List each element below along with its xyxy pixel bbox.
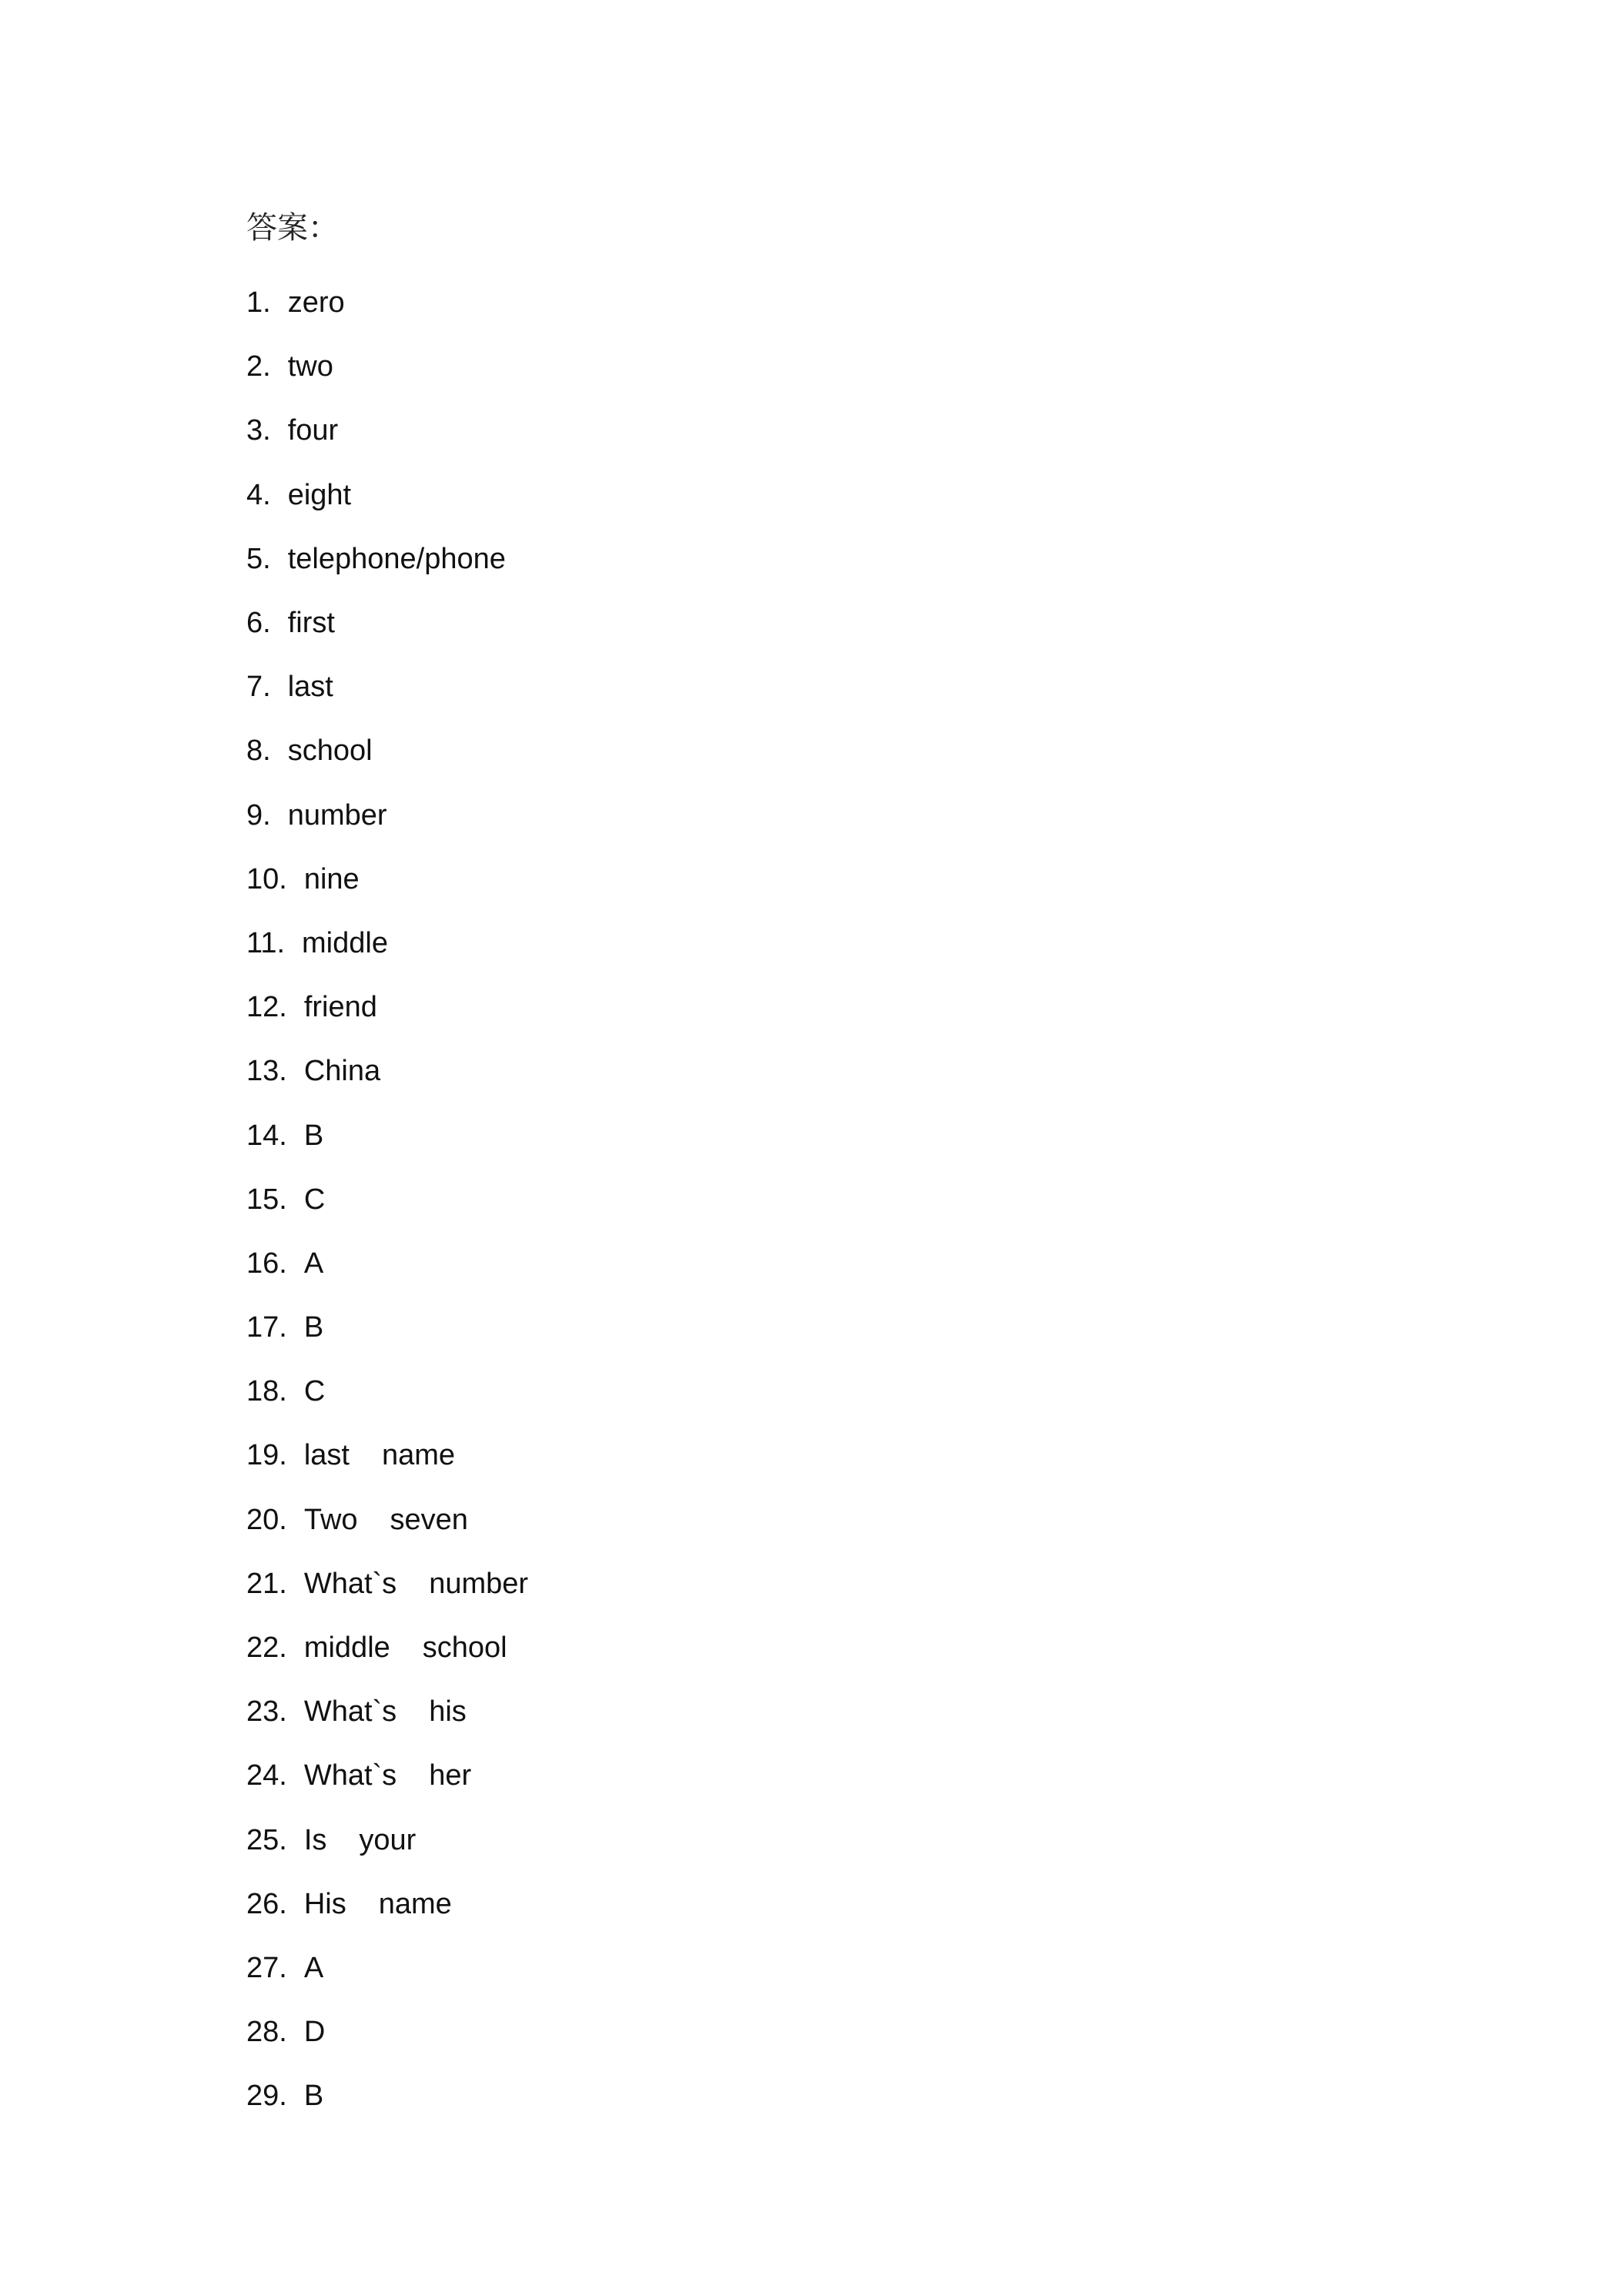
answer-number: 21. bbox=[246, 1567, 287, 1600]
answer-number: 26. bbox=[246, 1887, 287, 1920]
answer-number: 18. bbox=[246, 1375, 287, 1408]
answer-list bbox=[246, 271, 528, 2128]
answer-number: 5. bbox=[246, 542, 271, 575]
answer-number: 16. bbox=[246, 1247, 287, 1280]
answer-item bbox=[246, 1232, 528, 1296]
answer-text: first bbox=[287, 607, 335, 640]
answer-item bbox=[246, 1680, 528, 1744]
answer-number: 13. bbox=[246, 1055, 287, 1088]
answer-number: 14. bbox=[246, 1119, 287, 1152]
answer-item bbox=[246, 399, 528, 463]
answer-text: middle bbox=[302, 926, 388, 959]
answer-item bbox=[246, 464, 528, 527]
answer-number: 27. bbox=[246, 1951, 287, 1984]
answer-text: A bbox=[303, 1247, 324, 1280]
answer-number: 17. bbox=[246, 1311, 287, 1344]
answer-number: 3. bbox=[246, 414, 271, 447]
answer-text: seven bbox=[390, 1503, 468, 1536]
answer-text: Two bbox=[303, 1503, 358, 1536]
answer-item bbox=[246, 1936, 528, 2000]
answer-text: name bbox=[378, 1887, 452, 1920]
answer-text: her bbox=[429, 1759, 472, 1792]
answer-item bbox=[246, 1616, 528, 1680]
answer-item bbox=[246, 1424, 528, 1488]
answer-item bbox=[246, 1360, 528, 1424]
answer-number: 23. bbox=[246, 1695, 287, 1729]
answer-heading: 答案： bbox=[246, 210, 339, 246]
answer-item bbox=[246, 1039, 528, 1103]
answer-number: 1. bbox=[246, 286, 271, 320]
answer-text: school bbox=[422, 1632, 507, 1665]
answer-number: 29. bbox=[246, 2080, 287, 2113]
answer-item bbox=[246, 1103, 528, 1167]
answer-text: name bbox=[381, 1439, 456, 1472]
answer-number: 19. bbox=[246, 1439, 287, 1472]
answer-number: 20. bbox=[246, 1503, 287, 1536]
answer-text: His bbox=[303, 1887, 346, 1920]
answer-item bbox=[246, 271, 528, 335]
answer-item bbox=[246, 1809, 528, 1873]
answer-item bbox=[246, 1744, 528, 1808]
answer-item bbox=[246, 655, 528, 719]
answer-item bbox=[246, 335, 528, 399]
answer-item bbox=[246, 591, 528, 655]
answer-text: Is bbox=[303, 1823, 327, 1856]
answer-text: number bbox=[287, 798, 387, 832]
answer-text: middle bbox=[303, 1632, 390, 1665]
answer-item bbox=[246, 527, 528, 591]
answer-item bbox=[246, 2064, 528, 2128]
answer-text: school bbox=[287, 735, 373, 768]
answer-number: 8. bbox=[246, 735, 271, 768]
answer-text: C bbox=[303, 1375, 326, 1408]
answer-text: telephone/phone bbox=[287, 542, 506, 575]
answer-item bbox=[246, 1168, 528, 1232]
answer-text: eight bbox=[287, 478, 352, 511]
answer-number: 25. bbox=[246, 1823, 287, 1856]
answer-item bbox=[246, 1552, 528, 1616]
answer-number: 12. bbox=[246, 991, 287, 1024]
answer-text: What`s bbox=[303, 1567, 397, 1600]
answer-text: B bbox=[303, 1311, 324, 1344]
answer-text: A bbox=[303, 1951, 324, 1984]
answer-text: B bbox=[303, 1119, 324, 1152]
answer-text: two bbox=[287, 350, 333, 383]
answer-item bbox=[246, 1488, 528, 1552]
answer-text: number bbox=[429, 1567, 529, 1600]
answer-number: 6. bbox=[246, 607, 271, 640]
answer-item bbox=[246, 2000, 528, 2064]
answer-text: B bbox=[303, 2080, 324, 2113]
answer-text: your bbox=[359, 1823, 417, 1856]
answer-number: 11. bbox=[246, 926, 286, 959]
answer-text: friend bbox=[303, 991, 377, 1024]
answer-text: C bbox=[303, 1183, 326, 1216]
answer-number: 24. bbox=[246, 1759, 287, 1792]
answer-text: four bbox=[287, 414, 339, 447]
answer-number: 4. bbox=[246, 478, 271, 511]
answer-text: nine bbox=[303, 862, 360, 895]
answer-item bbox=[246, 1296, 528, 1360]
answer-text: his bbox=[429, 1695, 467, 1729]
answer-number: 9. bbox=[246, 798, 271, 832]
answer-number: 7. bbox=[246, 671, 271, 704]
answer-number: 28. bbox=[246, 2016, 287, 2049]
answer-text: China bbox=[303, 1055, 381, 1088]
answer-text: What`s bbox=[303, 1695, 397, 1729]
answer-number: 22. bbox=[246, 1632, 287, 1665]
answer-text: zero bbox=[287, 286, 345, 320]
answer-number: 2. bbox=[246, 350, 271, 383]
answer-text: What`s bbox=[303, 1759, 397, 1792]
answer-item bbox=[246, 912, 528, 976]
answer-item bbox=[246, 719, 528, 783]
answer-text: D bbox=[303, 2016, 326, 2049]
answer-number: 15. bbox=[246, 1183, 287, 1216]
answer-item bbox=[246, 784, 528, 848]
answer-text: last bbox=[303, 1439, 350, 1472]
answer-number: 10. bbox=[246, 862, 287, 895]
answer-text: last bbox=[287, 671, 333, 704]
answer-item bbox=[246, 848, 528, 912]
answer-item bbox=[246, 1873, 528, 1936]
answer-item bbox=[246, 976, 528, 1039]
